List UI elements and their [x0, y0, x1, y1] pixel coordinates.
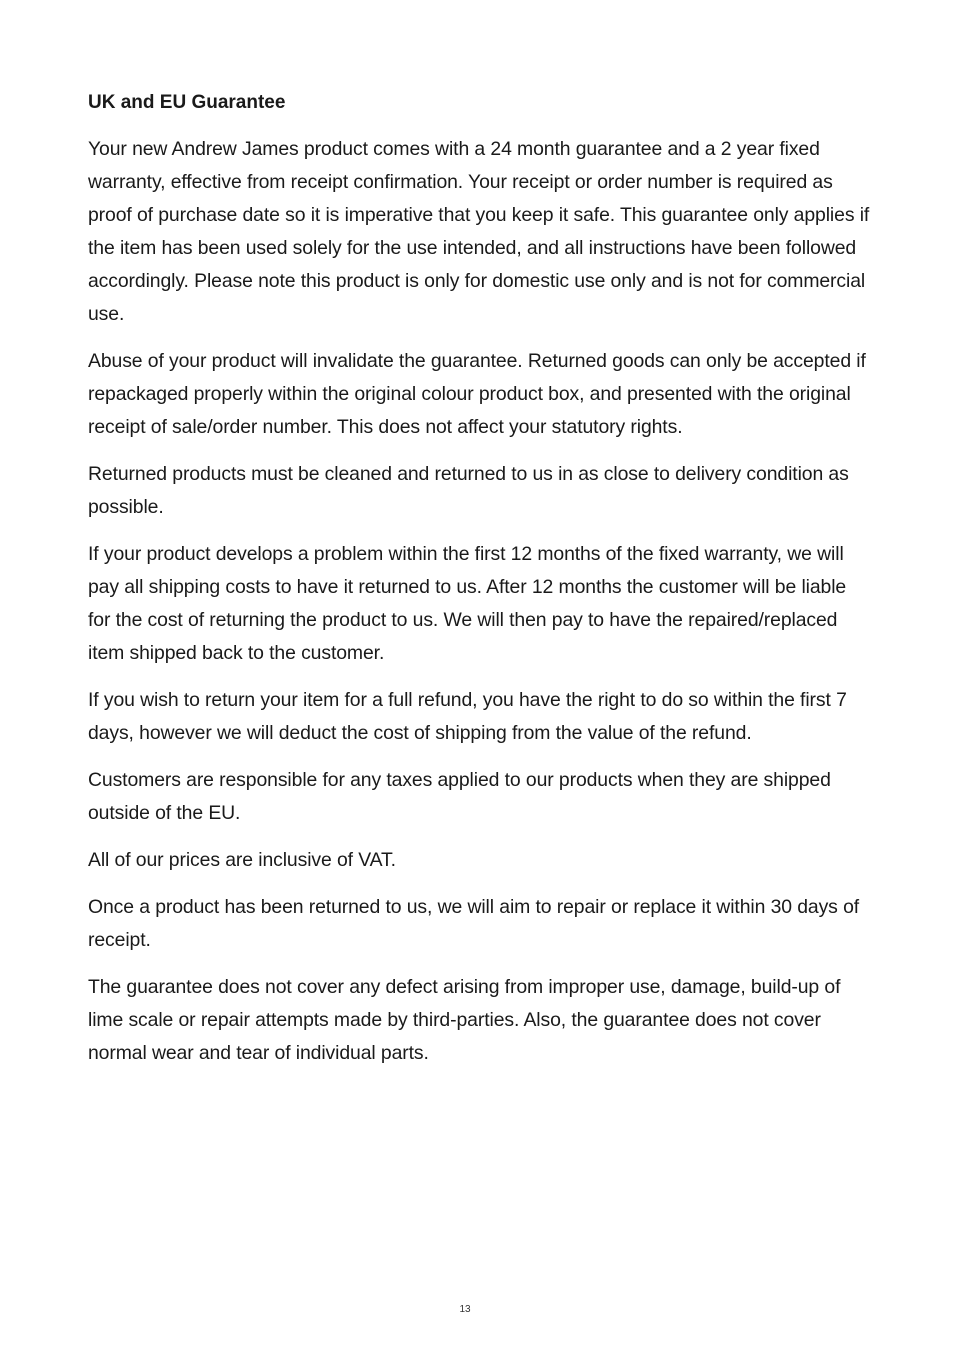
paragraph-repair-time: Once a product has been returned to us, we will aim to repair or replace it within 30 days of receipt.: [88, 896, 860, 951]
paragraph-shipping-costs: If your product develops a problem within the first 12 months of the fixed warranty, we will pay all shipping costs to have it returned to us. After 12 months the customer will be liable for the cost of returning the product to us. We will then pay to have the repaired/replaced item shipped back to the customer.: [88, 543, 847, 664]
paragraph-abuse: Abuse of your product will invalidate the guarantee. Returned goods can only be accepted if repackaged properly within the original colour product box, and presented with the original receipt of sale/order number. This does not affect your statutory rights.: [88, 350, 866, 438]
paragraph-refund: If you wish to return your item for a full refund, you have the right to do so within the first 7 days, however we will deduct the cost of shipping from the value of the refund.: [88, 689, 847, 744]
paragraph-vat: All of our prices are inclusive of VAT.: [88, 849, 396, 871]
document-body: [88, 86, 870, 1084]
paragraph-taxes: Customers are responsible for any taxes applied to our products when they are shipped outside of the EU.: [88, 769, 831, 824]
paragraph-cleaning: Returned products must be cleaned and returned to us in as close to delivery condition as possible.: [88, 463, 849, 518]
section-heading: UK and EU Guarantee: [88, 92, 286, 113]
paragraph-exclusions: The guarantee does not cover any defect arising from improper use, damage, build-up of lime scale or repair attempts made by third-parties. Also, the guarantee does not cover normal wear and tear of individual parts.: [88, 976, 841, 1064]
paragraph-guarantee-terms: Your new Andrew James product comes with a 24 month guarantee and a 2 year fixed warranty, effective from receipt confirmation. Your receipt or order number is required as proof of purchase date so it is imperative that you keep it safe. This guarantee only applies if the item has been used solely for the use intended, and all instructions have been followed accordingly. Please note this product is only for domestic use only and is not for commercial use.: [88, 138, 870, 325]
page-number: 13: [459, 1304, 471, 1315]
